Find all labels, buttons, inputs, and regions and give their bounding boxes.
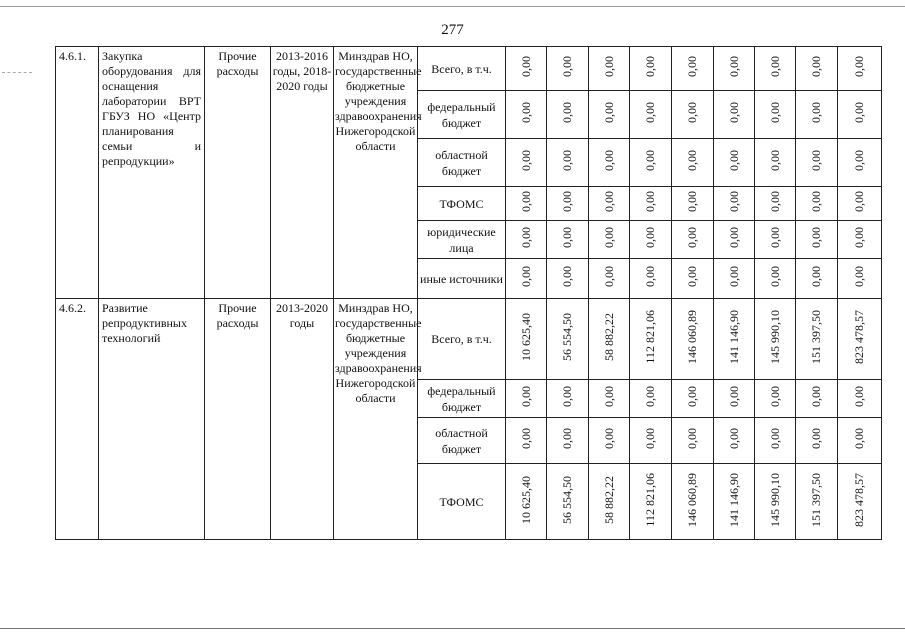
amount-cell — [838, 139, 882, 187]
amount-cell — [630, 221, 672, 259]
amount-value: 0,00 — [809, 266, 823, 287]
amount-cell — [547, 259, 589, 299]
item-executor: Минздрав НО, государственные бюджетные учреждения здравоохранения Нижегородской области — [334, 47, 418, 299]
amount-cell — [547, 299, 589, 380]
amount-cell — [755, 221, 796, 259]
amount-cell — [672, 418, 714, 464]
amount-value: 0,00 — [518, 56, 533, 77]
item-code: 4.6.2. — [56, 299, 99, 540]
amount-value: 0,00 — [601, 102, 616, 123]
amount-value: 141 146,90 — [726, 310, 741, 364]
amount-cell — [796, 221, 838, 259]
amount-value: 0,00 — [767, 386, 782, 407]
amount-cell — [838, 221, 882, 259]
funding-source-label: юридические лица — [418, 221, 506, 259]
amount-cell — [838, 187, 882, 221]
amount-value: 151 397,50 — [809, 310, 823, 364]
item-code: 4.6.1. — [56, 47, 99, 299]
amount-value: 0,00 — [601, 386, 616, 407]
amount-value: 823 478,57 — [852, 472, 866, 527]
amount-value: 0,00 — [643, 227, 657, 248]
amount-cell — [672, 47, 714, 91]
amount-cell — [547, 464, 589, 540]
amount-value: 0,00 — [685, 227, 699, 248]
amount-cell — [630, 299, 672, 380]
amount-value: 10 625,40 — [518, 475, 533, 524]
amount-cell — [547, 221, 589, 259]
amount-value: 0,00 — [809, 102, 823, 123]
amount-cell — [755, 259, 796, 299]
amount-value: 0,00 — [767, 266, 782, 287]
amount-cell — [714, 464, 755, 540]
amount-value: 0,00 — [726, 266, 741, 287]
amount-value: 0,00 — [518, 191, 533, 212]
amount-cell — [589, 299, 630, 380]
amount-value: 0,00 — [852, 150, 866, 171]
funding-source-label: ТФОМС — [418, 187, 506, 221]
amount-cell — [672, 259, 714, 299]
amount-value: 0,00 — [809, 150, 823, 171]
amount-cell — [630, 259, 672, 299]
amount-cell — [506, 464, 547, 540]
amount-value: 146 060,89 — [685, 472, 699, 527]
amount-value: 0,00 — [726, 191, 741, 212]
amount-cell — [630, 91, 672, 139]
item-name: Закупка оборудования для оснащения лаборатории ВРТ ГБУЗ НО «Центр планирования семьи и репродукции» — [99, 47, 205, 299]
amount-cell — [672, 91, 714, 139]
amount-cell — [672, 299, 714, 380]
amount-cell — [589, 187, 630, 221]
amount-value: 0,00 — [809, 56, 823, 77]
amount-cell — [672, 187, 714, 221]
funding-source-label: Всего, в т.ч. — [418, 299, 506, 380]
amount-cell — [755, 464, 796, 540]
amount-cell — [672, 221, 714, 259]
amount-cell — [755, 91, 796, 139]
amount-cell — [838, 380, 882, 418]
amount-value: 112 821,06 — [643, 310, 657, 364]
amount-value: 56 554,50 — [560, 475, 574, 524]
amount-value: 0,00 — [643, 56, 657, 77]
amount-cell — [796, 139, 838, 187]
amount-value: 0,00 — [852, 102, 866, 123]
amount-value: 0,00 — [809, 386, 823, 407]
item-years: 2013-2016 годы, 2018-2020 годы — [271, 47, 334, 299]
amount-value: 112 821,06 — [643, 472, 657, 527]
amount-value: 10 625,40 — [518, 313, 533, 361]
expense-type: Прочие расходы — [205, 47, 271, 299]
amount-value: 0,00 — [601, 227, 616, 248]
amount-value: 0,00 — [643, 150, 657, 171]
funding-source-label: областной бюджет — [418, 418, 506, 464]
amount-cell — [796, 91, 838, 139]
amount-value: 145 990,10 — [767, 310, 782, 364]
amount-value: 0,00 — [685, 191, 699, 212]
amount-value: 0,00 — [852, 191, 866, 212]
amount-cell — [672, 464, 714, 540]
amount-value: 0,00 — [852, 56, 866, 77]
item-years: 2013-2020 годы — [271, 299, 334, 540]
amount-value: 0,00 — [560, 150, 574, 171]
amount-cell — [630, 139, 672, 187]
table-row — [56, 47, 882, 91]
amount-cell — [714, 91, 755, 139]
amount-cell — [796, 47, 838, 91]
amount-cell — [506, 221, 547, 259]
amount-cell — [755, 187, 796, 221]
amount-value: 0,00 — [767, 150, 782, 171]
amount-cell — [714, 221, 755, 259]
amount-cell — [630, 187, 672, 221]
amount-cell — [547, 139, 589, 187]
amount-cell — [547, 418, 589, 464]
amount-value: 0,00 — [685, 150, 699, 171]
amount-value: 823 478,57 — [852, 310, 866, 364]
amount-value: 0,00 — [601, 266, 616, 287]
amount-value: 0,00 — [767, 102, 782, 123]
amount-value: 58 882,22 — [601, 313, 616, 361]
top-rule — [0, 6, 905, 7]
amount-value: 0,00 — [560, 428, 574, 449]
amount-value: 141 146,90 — [726, 472, 741, 527]
amount-value: 0,00 — [726, 386, 741, 407]
amount-cell — [838, 91, 882, 139]
amount-cell — [506, 91, 547, 139]
amount-value: 0,00 — [560, 56, 574, 77]
amount-value: 58 882,22 — [601, 475, 616, 524]
amount-value: 0,00 — [726, 428, 741, 449]
amount-cell — [506, 259, 547, 299]
amount-cell — [506, 187, 547, 221]
amount-value: 0,00 — [809, 428, 823, 449]
amount-value: 0,00 — [852, 227, 866, 248]
amount-value: 0,00 — [601, 56, 616, 77]
amount-cell — [714, 299, 755, 380]
amount-cell — [755, 139, 796, 187]
amount-value: 0,00 — [560, 227, 574, 248]
amount-value: 0,00 — [518, 386, 533, 407]
amount-value: 0,00 — [518, 428, 533, 449]
amount-cell — [630, 464, 672, 540]
funding-source-label: федеральный бюджет — [418, 380, 506, 418]
amount-cell — [796, 418, 838, 464]
amount-cell — [589, 464, 630, 540]
amount-value: 0,00 — [809, 191, 823, 212]
amount-cell — [714, 139, 755, 187]
amount-value: 0,00 — [518, 150, 533, 171]
amount-cell — [547, 187, 589, 221]
expense-type: Прочие расходы — [205, 299, 271, 540]
amount-value: 0,00 — [767, 428, 782, 449]
page-number: 277 — [441, 22, 464, 38]
amount-cell — [796, 259, 838, 299]
amount-cell — [630, 418, 672, 464]
amount-value: 0,00 — [601, 191, 616, 212]
amount-cell — [714, 418, 755, 464]
amount-value: 0,00 — [852, 428, 866, 449]
amount-value: 0,00 — [560, 191, 574, 212]
amount-value: 0,00 — [643, 102, 657, 123]
amount-value: 0,00 — [643, 191, 657, 212]
amount-cell — [838, 47, 882, 91]
amount-value: 0,00 — [726, 150, 741, 171]
amount-cell — [672, 139, 714, 187]
amount-cell — [589, 259, 630, 299]
amount-value: 0,00 — [643, 386, 657, 407]
amount-cell — [714, 187, 755, 221]
amount-cell — [547, 47, 589, 91]
amount-value: 0,00 — [726, 56, 741, 77]
amount-cell — [506, 380, 547, 418]
funding-source-label: федеральный бюджет — [418, 91, 506, 139]
amount-value: 146 060,89 — [685, 310, 699, 364]
amount-cell — [672, 380, 714, 418]
amount-value: 0,00 — [560, 102, 574, 123]
amount-value: 145 990,10 — [767, 472, 782, 527]
amount-cell — [796, 380, 838, 418]
amount-cell — [838, 464, 882, 540]
funding-source-label: областной бюджет — [418, 139, 506, 187]
amount-value: 0,00 — [685, 386, 699, 407]
amount-value: 0,00 — [767, 227, 782, 248]
amount-cell — [506, 418, 547, 464]
amount-value: 0,00 — [560, 266, 574, 287]
amount-cell — [547, 91, 589, 139]
amount-cell — [506, 139, 547, 187]
funding-source-label: Всего, в т.ч. — [418, 47, 506, 91]
amount-cell — [838, 259, 882, 299]
margin-mark — [2, 72, 32, 73]
amount-value: 0,00 — [852, 386, 866, 407]
amount-cell — [755, 418, 796, 464]
item-executor: Минздрав НО, государственные бюджетные учреждения здравоохранения Нижегородской области — [334, 299, 418, 540]
amount-cell — [755, 380, 796, 418]
amount-value: 151 397,50 — [809, 472, 823, 527]
budget-table — [55, 46, 882, 540]
amount-value: 0,00 — [601, 150, 616, 171]
amount-cell — [796, 464, 838, 540]
amount-cell — [630, 380, 672, 418]
amount-cell — [838, 418, 882, 464]
amount-value: 0,00 — [560, 386, 574, 407]
amount-cell — [589, 221, 630, 259]
amount-cell — [838, 299, 882, 380]
funding-source-label: ТФОМС — [418, 464, 506, 540]
amount-cell — [796, 187, 838, 221]
amount-cell — [589, 47, 630, 91]
amount-value: 0,00 — [643, 266, 657, 287]
funding-source-label: иные источники — [418, 259, 506, 299]
amount-value: 0,00 — [852, 266, 866, 287]
amount-value: 0,00 — [685, 56, 699, 77]
amount-value: 0,00 — [518, 266, 533, 287]
amount-cell — [714, 47, 755, 91]
amount-cell — [755, 47, 796, 91]
amount-value: 0,00 — [601, 428, 616, 449]
amount-cell — [589, 139, 630, 187]
amount-value: 0,00 — [767, 56, 782, 77]
amount-cell — [589, 380, 630, 418]
amount-cell — [714, 259, 755, 299]
amount-value: 0,00 — [685, 102, 699, 123]
amount-cell — [547, 380, 589, 418]
amount-value: 56 554,50 — [560, 313, 574, 361]
amount-value: 0,00 — [809, 227, 823, 248]
amount-value: 0,00 — [518, 227, 533, 248]
amount-value: 0,00 — [643, 428, 657, 449]
amount-cell — [714, 380, 755, 418]
table-row — [56, 299, 882, 380]
amount-value: 0,00 — [685, 428, 699, 449]
amount-cell — [506, 47, 547, 91]
item-name: Развитие репродуктивных технологий — [99, 299, 205, 540]
amount-cell — [630, 47, 672, 91]
amount-value: 0,00 — [685, 266, 699, 287]
amount-cell — [506, 299, 547, 380]
amount-cell — [796, 299, 838, 380]
amount-cell — [589, 418, 630, 464]
bottom-rule — [0, 628, 905, 629]
amount-value: 0,00 — [726, 227, 741, 248]
amount-cell — [589, 91, 630, 139]
amount-value: 0,00 — [767, 191, 782, 212]
amount-value: 0,00 — [726, 102, 741, 123]
amount-cell — [755, 299, 796, 380]
amount-value: 0,00 — [518, 102, 533, 123]
